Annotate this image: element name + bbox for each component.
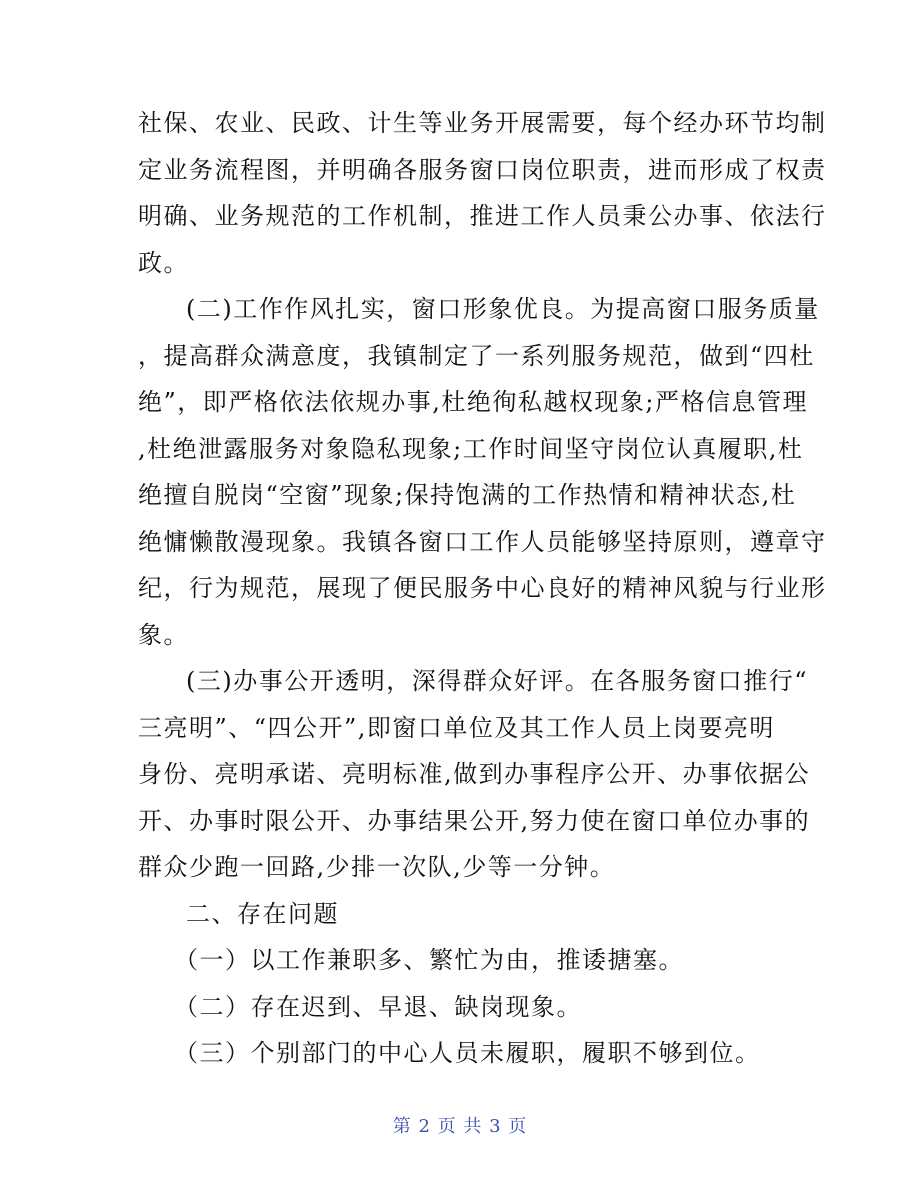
document-body <box>138 100 827 1077</box>
text-line: 三亮明”、“四公开”,即窗口单位及其工作人员上岗要亮明 <box>138 713 775 742</box>
text-line: (三)办事公开透明，深得群众好评。在各服务窗口推行“ <box>186 667 808 695</box>
text-line: 政。 <box>138 248 189 277</box>
list-item <box>138 937 788 984</box>
text-line: 绝慵懒散漫现象。我镇各窗口工作人员能够坚持原则，遵章守 <box>138 527 827 556</box>
text-line: 绝”，即严格依法依规办事,杜绝徇私越权现象;严格信息管理 <box>138 388 808 416</box>
page-footer <box>0 1112 920 1138</box>
paragraph <box>138 286 827 658</box>
list-item <box>138 1030 788 1077</box>
text-line: 开、办事时限公开、办事结果公开,努力使在窗口单位办事的 <box>138 806 811 835</box>
text-line: ，提高群众满意度，我镇制定了一系列服务规范，做到“四杜 <box>138 341 815 370</box>
text-line: (二)工作作风扎实，窗口形象优良。为提高窗口服务质量 <box>186 295 820 323</box>
paragraph <box>138 100 827 286</box>
text-line: 定业务流程图，并明确各服务窗口岗位职责，进而形成了权责 <box>138 155 827 184</box>
section-heading <box>138 891 788 938</box>
text-line: 绝擅自脱岗“空窗”现象;保持饱满的工作热情和精神状态,杜 <box>138 481 797 509</box>
list-item <box>138 984 788 1031</box>
text-line: （二）存在迟到、早退、缺岗现象。 <box>174 992 582 1021</box>
text-line: ,杜绝泄露服务对象隐私现象;工作时间坚守岗位认真履职,杜 <box>138 434 804 463</box>
text-line: 二、存在问题 <box>186 899 339 928</box>
text-line: 象。 <box>138 620 189 649</box>
text-line: （一）以工作兼职多、繁忙为由，推诿搪塞。 <box>174 946 684 974</box>
text-line: 明确、业务规范的工作机制，推进工作人员秉公办事、依法行 <box>138 202 827 230</box>
paragraph <box>138 658 811 891</box>
page-number-label: 第 2 页 共 3 页 <box>392 1116 528 1137</box>
text-line: 身份、亮明承诺、亮明标准,做到办事程序公开、办事依据公 <box>138 760 811 788</box>
text-line: 群众少跑一回路,少排一次队,少等一分钟。 <box>138 853 616 881</box>
text-line: （三）个别部门的中心人员未履职，履职不够到位。 <box>174 1039 761 1067</box>
text-line: 社保、农业、民政、计生等业务开展需要，每个经办环节均制 <box>138 109 827 137</box>
text-line: 纪，行为规范，展现了便民服务中心良好的精神风貌与行业形 <box>138 574 827 602</box>
